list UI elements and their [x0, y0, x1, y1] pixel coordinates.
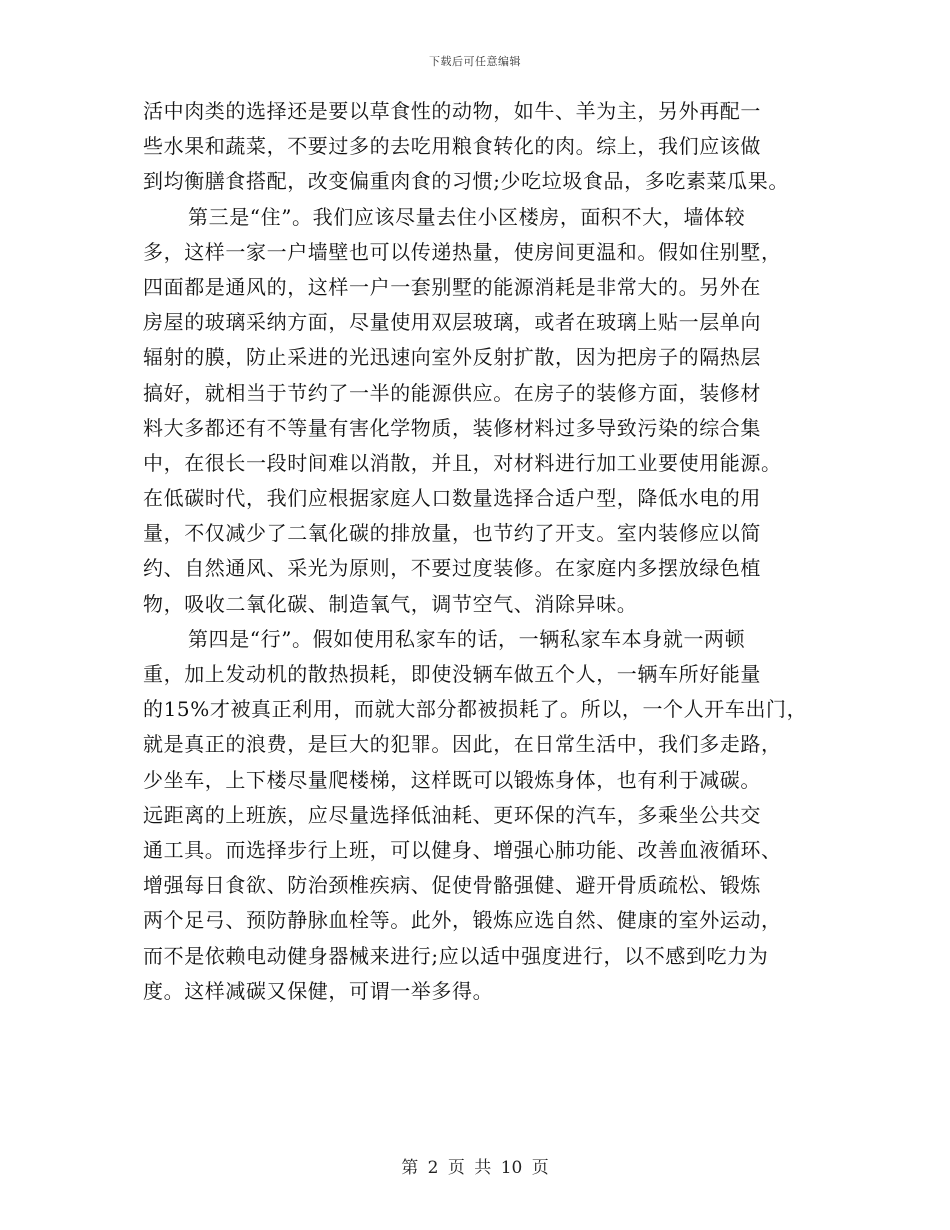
text-line: 的15%才被真正利用，而就大部分都被损耗了。所以，一个人开车出门，: [143, 697, 808, 722]
text-line: 中，在很长一段时间难以消散，并且，对材料进行加工业要使用能源。: [143, 450, 782, 475]
text-line: 在低碳时代，我们应根据家庭人口数量选择合适户型，降低水电的用: [143, 486, 761, 511]
text-line: 第三是“住”。我们应该尽量去住小区楼房，面积不大，墙体较: [188, 204, 746, 229]
text-line: 量，不仅减少了二氧化碳的排放量，也节约了开支。室内装修应以简: [143, 521, 761, 546]
text-line: 少坐车，上下楼尽量爬楼梯，这样既可以锻炼身体，也有利于减碳。: [143, 767, 761, 792]
text-line: 度。这样减碳又保健，可谓一举多得。: [143, 978, 494, 1003]
text-line: 些水果和蔬菜，不要过多的去吃用粮食转化的肉。综上，我们应该做: [143, 134, 761, 159]
text-line: 远距离的上班族，应尽量选择低油耗、更环保的汽车，多乘坐公共交: [143, 802, 761, 827]
text-line: 料大多都还有不等量有害化学物质，装修材料过多导致污染的综合集: [143, 415, 761, 440]
text-line: 增强每日食欲、防治颈椎疾病、促使骨骼强健、避开骨质疏松、锻炼: [143, 873, 761, 898]
text-line: 到均衡膳食搭配，改变偏重肉食的习惯;少吃垃圾食品，多吃素菜瓜果。: [143, 169, 789, 194]
text-line: 辐射的膜，防止采进的光迅速向室外反射扩散，因为把房子的隔热层: [143, 345, 761, 370]
text-line: 搞好，就相当于节约了一半的能源供应。在房子的装修方面，装修材: [143, 380, 761, 405]
page-number: 第 2 页 共 10 页: [401, 1158, 549, 1178]
text-line: 约、自然通风、采光为原则，不要过度装修。在家庭内多摆放绿色植: [143, 556, 761, 581]
text-line: 四面都是通风的，这样一户一套别墅的能源消耗是非常大的。另外在: [143, 274, 761, 299]
text-line: 就是真正的浪费，是巨大的犯罪。因此，在日常生活中，我们多走路，: [143, 732, 782, 757]
text-line: 房屋的玻璃采纳方面，尽量使用双层玻璃，或者在玻璃上贴一层单向: [143, 310, 761, 335]
text-line: 第四是“行”。假如使用私家车的话，一辆私家车本身就一两顿: [188, 626, 746, 651]
text-line: 重，加上发动机的散热损耗，即使没辆车做五个人，一辆车所好能量: [143, 662, 761, 686]
text-line: 多，这样一家一户墙壁也可以传递热量，使房间更温和。假如住别墅，: [143, 239, 782, 264]
text-line: 而不是依赖电动健身器械来进行;应以适中强度进行，以不感到吃力为: [143, 943, 769, 968]
text-line: 两个足弓、预防静脉血栓等。此外，锻炼应选自然、健康的室外运动，: [143, 908, 782, 933]
document-body: [143, 94, 833, 1009]
text-line: 活中肉类的选择还是要以草食性的动物，如牛、羊为主，另外再配一: [143, 99, 761, 123]
text-line: 通工具。而选择步行上班，可以健身、增强心肺功能、改善血液循环、: [143, 837, 782, 862]
page-header: 下载后可任意编辑: [429, 55, 521, 68]
text-line: 物，吸收二氧化碳、制造氧气，调节空气、消除异味。: [143, 591, 638, 616]
